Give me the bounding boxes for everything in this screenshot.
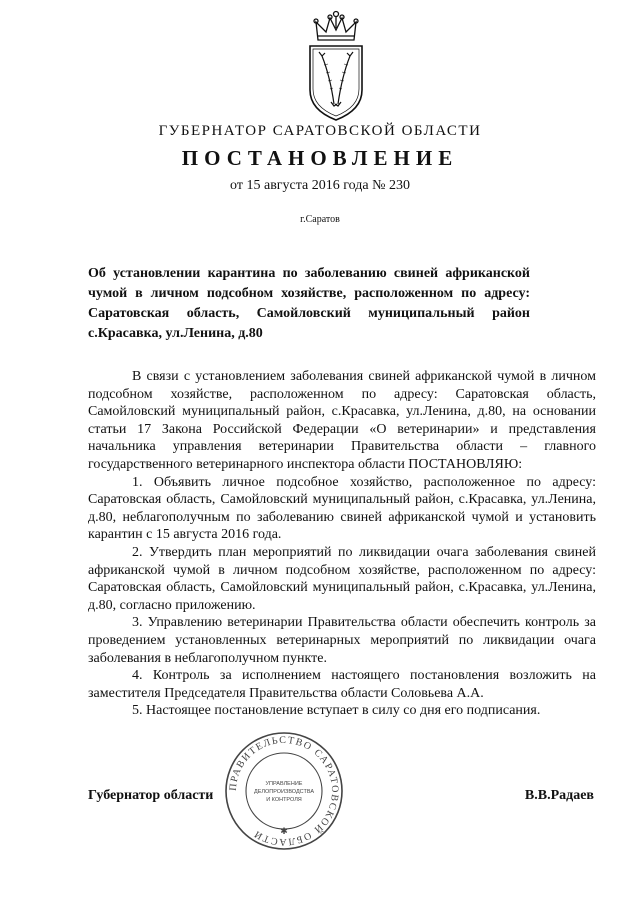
document-date-number: от 15 августа 2016 года № 230 <box>230 178 410 193</box>
issue-city: г.Саратов <box>300 214 340 225</box>
clause-paragraph: 5. Настоящее постановление вступает в силу со дня его подписания. <box>132 703 541 719</box>
document-body <box>88 368 596 720</box>
stamp-inner-line: И КОНТРОЛЯ <box>266 797 302 803</box>
signer-name: В.В.Радаев <box>524 788 594 803</box>
document-type-heading: ПОСТАНОВЛЕНИЕ <box>181 146 459 170</box>
signer-position: Губернатор области <box>88 788 214 803</box>
clause-paragraph: 2. Утвердить план мероприятий по ликвидации очага заболевания свиней африканской чумой в личном подсобном хозяйстве, расположенном по адресу: Саратовская область, Самойловский муниципальный район, с.Красавка, ул.Ленина, д.80, согласно приложению. <box>88 544 596 613</box>
stamp-inner-line: УПРАВЛЕНИЕ <box>265 781 303 787</box>
stamp-outer-text: ПРАВИТЕЛЬСТВО САРАТОВСКОЙ ОБЛАСТИ <box>227 734 341 848</box>
clause-paragraph: 3. Управлению ветеринарии Правительства области обеспечить контроль за проведением установленных ветеринарных мероприятий по ликвидации очага заболевания в неблагополучном пункте. <box>88 615 596 666</box>
clause-paragraph: 1. Объявить личное подсобное хозяйство, расположенное по адресу: Саратовская область, Самойловский муниципальный район, с.Красавка, ул.Ленина, д.80, неблагополучным по заболеванию свиней африканской чумой и установить карантин с 15 августа 2016 года. <box>88 474 596 543</box>
clause-paragraph: 4. Контроль за исполнением настоящего постановления возложить на заместителя Председателя Правительства области Соловьева А.А. <box>88 668 596 701</box>
coat-of-arms-emblem <box>304 10 368 124</box>
document-title: Об установлении карантина по заболеванию свиней африканской чумой в личном подсобном хозяйстве, расположенном по адресу: Саратовская область, Самойловский муниципальный район с.Красавка, ул.Ленина, д.80 <box>88 266 530 341</box>
stamp-inner-line: ДЕЛОПРОИЗВОДСТВА <box>253 789 315 795</box>
issuing-authority: ГУБЕРНАТОР САРАТОВСКОЙ ОБЛАСТИ <box>158 123 482 139</box>
preamble-paragraph: В связи с установлением заболевания свиней африканской чумой в личном подсобном хозяйстве, расположенном по адресу: Саратовская область, Самойловский муниципальный район, с.Красавка, ул.Ленина, д.80, на основании статьи 17 Закона Российской Федерации «О ветеринарии» и представления начальника управления ветеринарии Правительства области – главного государственного ветеринарного инспектора области ПОСТАНОВЛЯЮ: <box>88 369 596 472</box>
svg-text:✱: ✱ <box>280 827 288 837</box>
official-stamp <box>223 730 345 852</box>
